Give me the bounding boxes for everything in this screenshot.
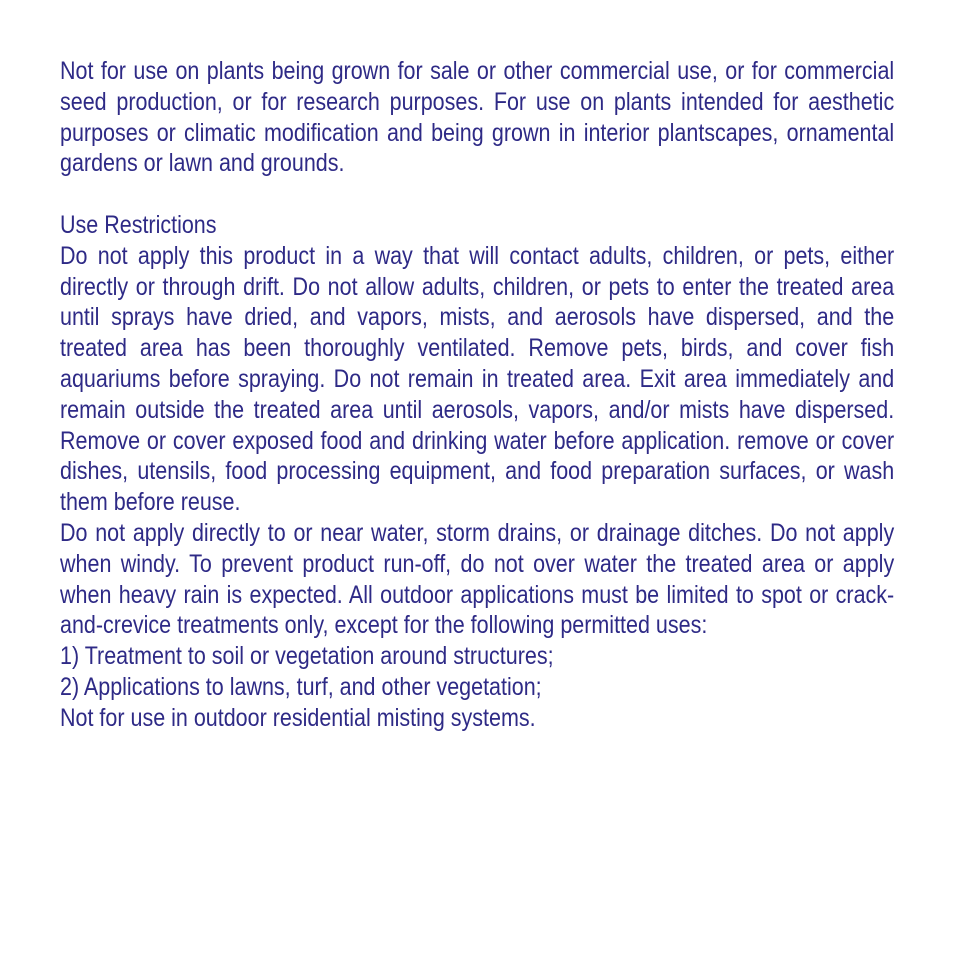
section-heading: Use Restrictions <box>60 210 217 239</box>
label-text-block <box>60 56 894 734</box>
restrictions-paragraph-2: Do not apply directly to or near water, storm drains, or drainage ditches. Do not apply when windy. To prevent product run-off, do not over water the treated area or apply when heavy rain is expected. All outdoor applications must be limited to spot or crack-and-crevice treatments only, except for the following permitted uses: <box>60 518 895 640</box>
permitted-use-item: 1) Treatment to soil or vegetation around structures; <box>60 642 554 671</box>
intro-paragraph: Not for use on plants being grown for sale or other commercial use, or for commercial seed production, or for research purposes. For use on plants intended for aesthetic purposes or climatic modification and being grown in interior plantscapes, ornamental gardens or lawn and grounds. <box>60 57 895 178</box>
paragraph-spacer <box>60 179 894 210</box>
closing-statement: Not for use in outdoor residential misting systems. <box>60 703 536 732</box>
permitted-use-item: 2) Applications to lawns, turf, and other vegetation; <box>60 672 542 701</box>
restrictions-paragraph-1: Do not apply this product in a way that will contact adults, children, or pets, either directly or through drift. Do not allow adults, children, or pets to enter the treated area until sprays have dried, and vapors, mists, and aerosols have dispersed, and the treated area has been thoroughly ventilated. Remove pets, birds, and cover fish aquariums before spraying. Do not remain in treated area. Exit area immediately and remain outside the treated area until aerosols, vapors, and/or mists have dispersed. Remove or cover exposed food and drinking water before application. remove or cover dishes, utensils, food processing equipment, and food preparation surfaces, or wash them before reuse. <box>60 241 895 517</box>
